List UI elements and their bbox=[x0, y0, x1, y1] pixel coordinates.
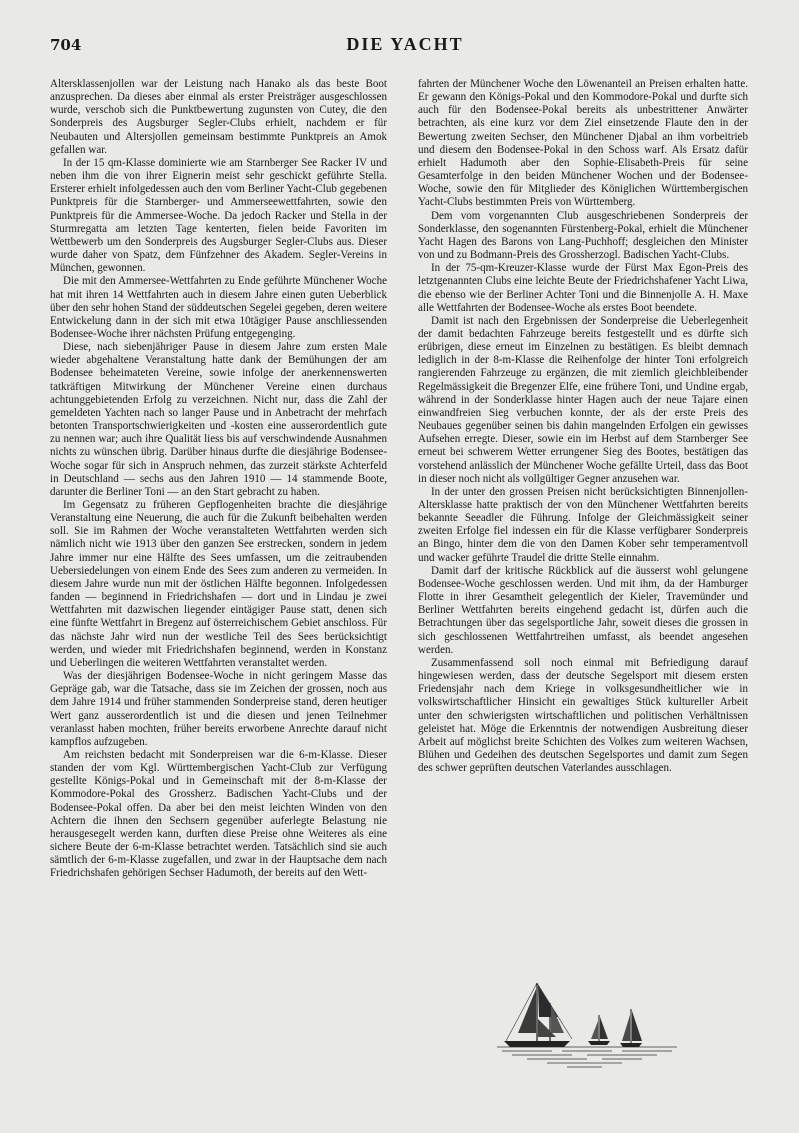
paragraph: Diese, nach siebenjähriger Pause in diesem Jahre zum ersten Male wieder abgehaltene Veranstaltung hatte dank der Bemühungen der am Bodensee beheimateten Vereine, sowie infolge der anerkennenswerten tatkräftigen Mitwirkung der Münchener Vereine einen durchaus achtunggebietenden Erfolg zu verzeichnen. Nicht nur, dass die Zahl der gemeldeten Yachten nach so langer Pause und in Anbetracht der mehrfach betonten Transportschwierigkeiten und -kosten eine ausserordentlich gute zu nennen war; auch ihre Qualität liess bis auf verschwindende Ausnahmen nichts zu wünschen übrig. Darüber hinaus durfte die diesjährige Bodensee-Woche sogar für sich in Anspruch nehmen, das zurzeit stärkste Achterfeld in Deutschland — sechs aus den Jahren 1910 — 14 stammende Boote, darunter die Berliner Toni — an den Start gebracht zu haben. bbox=[50, 341, 387, 498]
page-number: 704 bbox=[50, 36, 82, 54]
paragraph: Altersklassenjollen war der Leistung nach Hanako als das beste Boot anzusprechen. Da dieses aber einmal als erster Preisträger ausgeschlossen wurde, verschob sich die Punktbewertung zugunsten von Cutey, die den Sonderpreis des Augsburger Segler-Clubs erhielt, nachdem er für Neubauten und Altersjollen gemeinsam bestimmte Punktpreis an Amok gefallen war. bbox=[50, 78, 387, 156]
paragraph: In der 75-qm-Kreuzer-Klasse wurde der Fürst Max Egon-Preis des letztgenannten Clubs eine leichte Beute der Friedrichshafener Yacht Liwa, die ebenso wie der Berliner Achter Toni und die Binnenjolle A. H. Maxe alle Wettfahrten der Bodensee-Woche als erstes Boot beendete. bbox=[418, 262, 748, 314]
paragraph: Damit darf der kritische Rückblick auf die äusserst wohl gelungene Bodensee-Woche geschlossen werden. Und mit ihm, da der Hamburger Flotte in ihrer Gesamtheit gelegentlich der Kieler, Travemünder und Berliner Wettfahrten bereits eingehend gedacht ist, dürfen auch die Betrachtungen über das segelsportliche Jahr, soweit dieses die grossen in sich geschlossenen Wettfahrtreihen umfasst, als beendet angesehen werden. bbox=[418, 564, 748, 656]
paragraph: In der 15 qm-Klasse dominierte wie am Starnberger See Racker IV und neben ihm die von ihrer Eignerin meist sehr geschickt geführte Stella. Ersterer erhielt infolgedessen auch den vom Berliner Yacht-Club gegebenen Punktpreis für die Starnberger- und Ammerseewettfahrten, sowie den Punktpreis für die Ammersee-Woche. Da jedoch Racker und Stella in der Sturmregatta am letzten Tage kenterten, fielen beide Favoriten im Wettbewerb um den Sonderpreis des Augsburger Segler-Clubs aus. Dieser wurde daher von Spatz, dem Fünfzehner des Akadem. Segler-Vereins in München, gewonnen. bbox=[50, 156, 387, 275]
paragraph: Dem vom vorgenannten Club ausgeschriebenen Sonderpreis der Sonderklasse, den sogenannten Fürstenberg-Pokal, erhielt die Münchener Yacht Hagen des Barons von Lang-Puchhoff; desgleichen den Minister von und zu Bodmann-Preis des Grossherzogl. Badischen Yacht-Clubs. bbox=[418, 209, 748, 262]
paragraph: Damit ist nach den Ergebnissen der Sonderpreise die Ueberlegenheit der damit bedachten Fahrzeuge bereits festgestellt und es dürfte sich erübrigen, diese erneut im Einzelnen zu bestätigen. Es bleibt demnach lediglich in der 8-m-Klasse die Reihenfolge der hinter Toni erfolgreich rangierenden Fahrzeuge zu ergänzen, die mit ziemlich gleichbleibender Regelmässigkeit die Bregenzer Elfe, eine frühere Toni, und Undine ergab, während in der Sonderklasse hinter Hagen auch der neue Tajare einen einwandfreien Sieg verbuchen konnte, der als der erste Preis des Neubaues gegenüber seinen bis dahin mangelnden Erfolgen ein gewisses Aufsehen erregte. Dieser, sowie ein im Herbst auf dem Starnberger See erneut bei schwerem Wetter errungener Sieg des Bootes, bestätigen das vorstehend anlässlich der Münchener Woche gefällte Urteil, dass das Boot in dieser noch nicht als vollgültiger Gegner anzusehen war. bbox=[418, 314, 748, 485]
left-column bbox=[50, 78, 387, 881]
paragraph: fahrten der Münchener Woche den Löwenanteil an Preisen erhalten hatte. Er gewann den Königs-Pokal und den Kommodore-Pokal und durfte sich auch für den Bodensee-Pokal bereits als unbestrittener Anwärter betrachten, als eine kurz vor dem Ziel einsetzende Flaute den in der Bewertung zweiten Sechser, den Münchener Djabal an ihm vorbeitrieb und diesem den Bodensee-Pokal in den Schoss warf. Als Ersatz dafür erhielt Hadumoth aber den Sophie-Elisabeth-Preis für seine Gesamterfolge in den beiden Münchener Wochen und der Bodensee-Woche, sowie den für Mitglieder des Königlichen Württembergischen Yacht-Clubs bestimmten Preis von Württemberg. bbox=[418, 78, 748, 209]
paragraph: In der unter den grossen Preisen nicht berücksichtigten Binnenjollen-Altersklasse hatte praktisch der von den Münchener Wettfahrten bereits bekannte Seeadler die Führung. Infolge der Gleichmässigkeit seiner zweiten Erfolge fiel indessen ein für die Klasse verfügbarer Sonderpreis an Bingo, hinter dem die von den Damen Kober sehr temperamentvoll und wacker geführte Traudel die dritte Stelle einnahm. bbox=[418, 485, 748, 564]
paragraph: Was der diesjährigen Bodensee-Woche in nicht geringem Masse das Gepräge gab, war die Tatsache, dass sie im Zeichen der grossen, noch aus dem Jahre 1914 und früher stammenden Sonderpreise stand, deren heutiger Wert ganz ausserordentlich ist und die diesen und jenen Teilnehmer veranlasst haben mochten, früher bereits erworbene Anrechte darauf nicht kampflos aufzugeben. bbox=[50, 670, 387, 748]
right-column bbox=[418, 78, 748, 775]
paragraph: Im Gegensatz zu früheren Gepflogenheiten brachte die diesjährige Veranstaltung eine Neuerung, die auch für die Zukunft beibehalten werden soll. Sie im Rahmen der Woche veranstalteten Wettfahrten werden sich nämlich nicht wie 1913 über den ganzen See erstrecken, sondern in jedem Jahre immer nur eine Hälfte des Sees umfassen, um die zeitraubenden Uebersiedelungen von einem Ende des Sees zum anderen zu vermeiden. In diesem Jahre wurde nun mit der östlichen Hälfte begonnen. Infolgedessen fanden — beginnend in Friedrichshafen — dort und in Lindau je zwei Wettfahrten mit dazwischen liegender eintägiger Pause statt, denen sich eine fünfte Wettfahrt in Bregenz auf österreichischem Gebiet anschloss. Für das nächste Jahr wird nun der westliche Teil des Sees berücksichtigt werden, und wieder mit Friedrichshafen beginnend, werden in Konstanz und Ueberlingen die weiteren Wettfahrten veranstaltet werden. bbox=[50, 499, 387, 669]
paragraph: Am reichsten bedacht mit Sonderpreisen war die 6-m-Klasse. Dieser standen der vom Kgl. Württembergischen Yacht-Club zur Verfügung gestellte Königs-Pokal und in Gemeinschaft mit der 8-m-Klasse der Kommodore-Pokal des Grossherz. Badischen Yacht-Clubs und der Bodensee-Pokal offen. Da aber bei den meist leichten Winden von den Achtern die ihnen den Sechsern gegenüber auferlegte Belastung nie herausgesegelt werden kann, durften diese Preise ohne Weiteres als eine sichere Beute der 6-m-Klasse betrachtet werden. Tatsächlich sind sie auch sämtlich der 6-m-Klasse zugefallen, und zwar in der Hauptsache dem nach Friedrichshafen gehörigen Sechser Hadumoth, der bereits auf den Wett- bbox=[50, 748, 387, 880]
sailing-ships-illustration bbox=[492, 975, 682, 1070]
page-header bbox=[50, 34, 760, 60]
paragraph: Die mit den Ammersee-Wettfahrten zu Ende geführte Münchener Woche hat mit ihren 14 Wettfahrten auch in diesem Jahre einen guten Ueberblick über den sehr hohen Stand der süddeutschen Segelei gegeben, deren weitere Entwickelung dann in der sich mit etwa 10tägiger Pause anschliessenden Bodensee-Woche ihrer nächsten Prüfung entgegenging. bbox=[50, 275, 387, 340]
paragraph: Zusammenfassend soll noch einmal mit Befriedigung darauf hingewiesen werden, dass der deutsche Segelsport mit diesem ersten Friedensjahr nach dem Kriege in volksgesundheitlicher wie in volkswirtschaftlicher Hinsicht ein gewaltiges Stück kultureller Arbeit unter den schwierigsten wirtschaftlichen und politischen Verhältnissen geleistet hat. Möge die Erkenntnis der notwendigen Ausbreitung dieser Arbeit auf möglichst breite Schichten des Volkes zum weiteren Wachsen, Blühen und Gedeihen des deutschen Segelsportes und damit zum Segen des schwer geprüften deutschen Vaterlandes ausschlagen. bbox=[418, 656, 748, 775]
running-title: DIE YACHT bbox=[346, 34, 464, 54]
